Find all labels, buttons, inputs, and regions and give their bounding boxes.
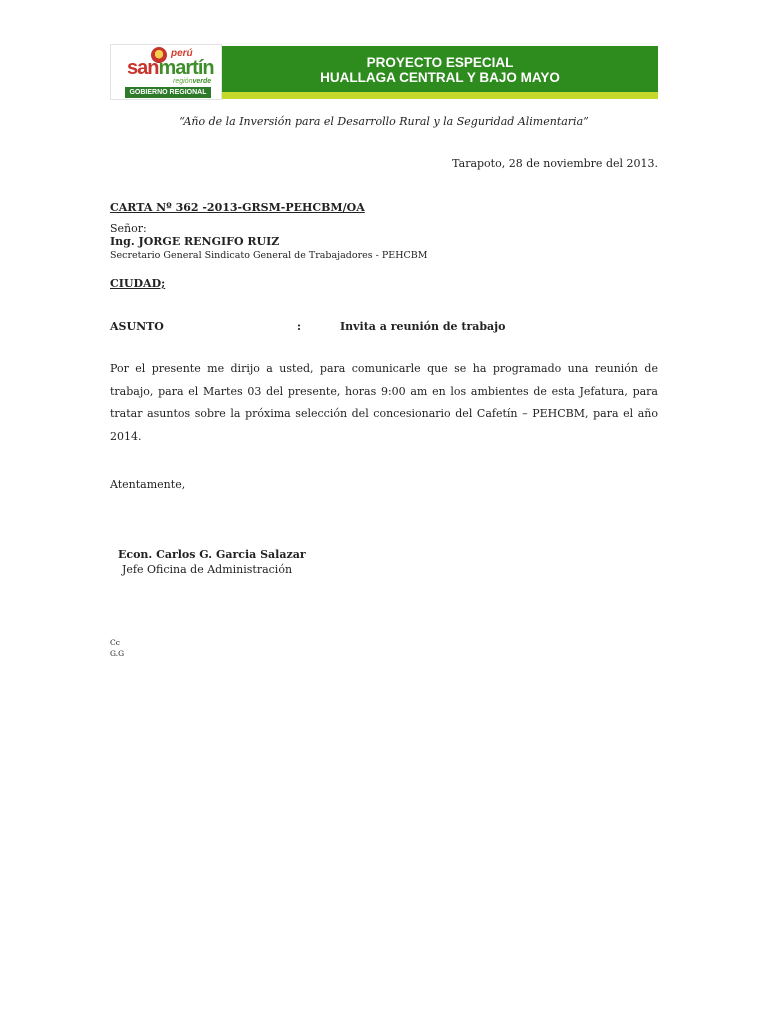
city-line: CIUDAD; [110,277,166,290]
year-motto: “Año de la Inversión para el Desarrollo Rural y la Seguridad Alimentaria” [179,115,589,128]
letterhead [110,44,658,100]
logo-region-b: verde [192,78,212,85]
subject-label: ASUNTO [110,320,164,333]
banner-line-1: PROYECTO ESPECIAL [366,55,514,70]
banner-line-2: HUALLAGA CENTRAL Y BAJO MAYO [320,70,560,85]
project-banner [222,46,658,92]
signer-title: Jefe Oficina de Administración [122,563,293,576]
banner-stripe [222,92,658,99]
cc-line-2: G.G [110,649,125,658]
letter-body: Por el presente me dirijo a usted, para comunicarle que se ha programado una reunión de trabajo, para el Martes 03 del presente, horas 9:00 am en los ambientes de esta Jefatura, para tratar asuntos sobre la próxima selección del concesionario del Cafetín – PEHCBM, para el año 2014. [110,362,658,443]
logo-peru: perú [171,48,193,59]
recipient-title: Secretario General Sindicato General de Trabajadores - PEHCBM [110,250,428,261]
closing: Atentamente, [110,478,186,491]
letter-reference: CARTA Nº 362 -2013-GRSM-PEHCBM/OA [110,201,365,214]
logo-name [127,57,214,80]
cc-line-1: Cc [110,638,120,647]
logo-region-a: región [173,78,193,85]
signer-name: Econ. Carlos G. Garcia Salazar [118,548,306,561]
logo-region [173,78,211,85]
subject-text: Invita a reunión de trabajo [340,320,506,333]
san-martin-logo [110,44,222,100]
logo-gobierno-regional: GOBIERNO REGIONAL [125,87,211,98]
logo-name-san: san [127,57,159,79]
salutation: Señor: [110,222,147,235]
subject-colon: : [297,320,302,333]
logo-name-martin: martín [158,57,214,79]
letter-date: Tarapoto, 28 de noviembre del 2013. [452,157,658,170]
recipient-name: Ing. JORGE RENGIFO RUIZ [110,235,280,248]
